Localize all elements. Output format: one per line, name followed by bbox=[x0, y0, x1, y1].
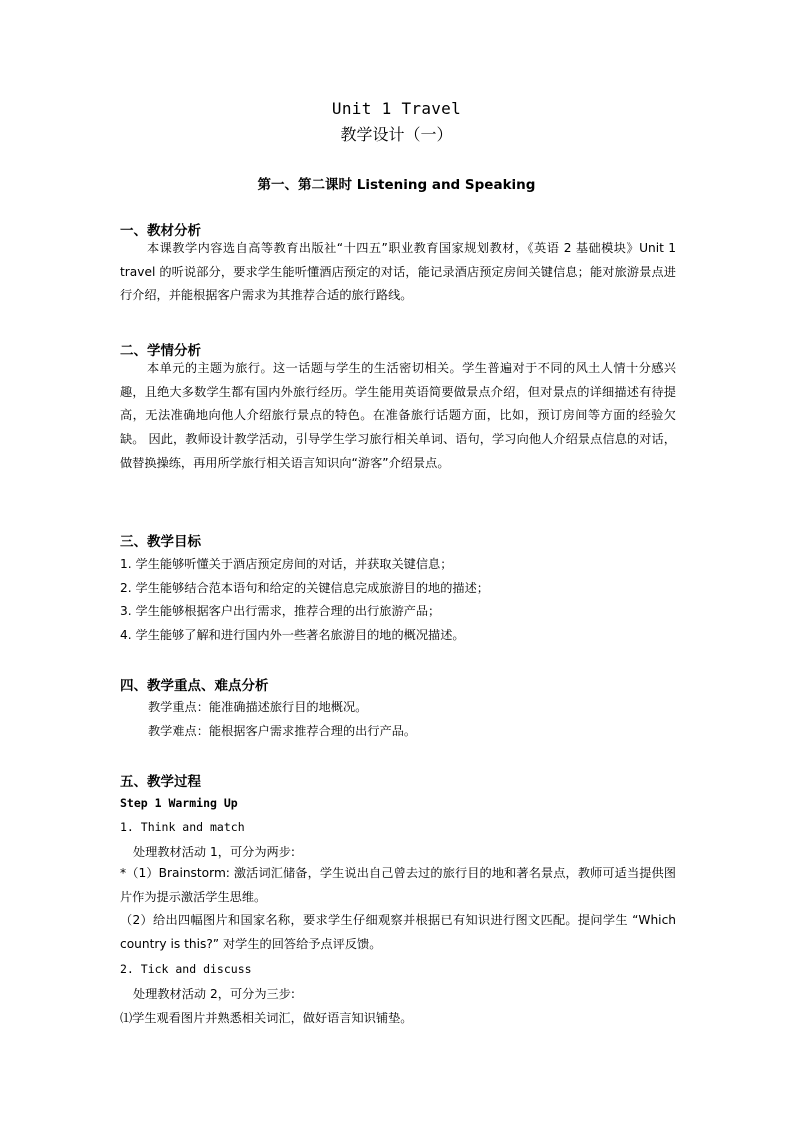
activity-intro: 处理教材活动 1，可分为两步: bbox=[133, 845, 295, 859]
activity-title: 2. Tick and discuss bbox=[120, 962, 252, 976]
step-heading: Step 1 Warming Up bbox=[120, 796, 238, 810]
activity-intro: 处理教材活动 2，可分为三步: bbox=[133, 987, 295, 1001]
lesson-title: 第一、第二课时 Listening and Speaking bbox=[257, 177, 536, 193]
activity-step-paragraph: *（1）Brainstorm: 激活词汇储备，学生说出自己曾去过的旅行目的地和著名景点，教师可适当提供图片作为提示激活学生思维。 bbox=[120, 866, 676, 904]
section-heading-learner-analysis: 二、学情分析 bbox=[120, 343, 201, 359]
activity-title: 1. Think and match bbox=[120, 820, 245, 834]
textbook-analysis-paragraph: 本课教学内容选自高等教育出版社“十四五”职业教育国家规划教材，《英语 2 基础模块》Unit 1 travel 的听说部分，要求学生能听懂酒店预定的对话，能记录酒店预定房间关键信息；能对旅游景点进行介绍，并能根据客户需求为其推荐合适的旅行路线。 bbox=[120, 241, 676, 303]
document-title: Unit 1 Travel bbox=[331, 99, 462, 118]
section-heading-key-difficult: 四、教学重点、难点分析 bbox=[120, 678, 269, 694]
document-subtitle: 教学设计（一） bbox=[340, 125, 453, 144]
key-point: 教学重点：能准确描述旅行目的地概况。 bbox=[148, 700, 368, 714]
section-heading-objectives: 三、教学目标 bbox=[120, 534, 201, 550]
objective-item: 1. 学生能够听懂关于酒店预定房间的对话，并获取关键信息； bbox=[120, 557, 453, 571]
activity-step-paragraph: （2）给出四幅图片和国家名称，要求学生仔细观察并根据已有知识进行图文匹配。提问学生 “Which country is this?” 对学生的回答给予点评反馈。 bbox=[120, 913, 676, 951]
activity-step-line: ⑴学生观看图片并熟悉相关词汇，做好语言知识铺垫。 bbox=[120, 1011, 413, 1025]
section-heading-process: 五、教学过程 bbox=[120, 774, 201, 790]
objective-item: 3. 学生能够根据客户出行需求，推荐合理的出行旅游产品； bbox=[120, 604, 441, 618]
difficult-point: 教学难点：能根据客户需求推荐合理的出行产品。 bbox=[148, 724, 417, 738]
learner-analysis-paragraph: 本单元的主题为旅行。这一话题与学生的生活密切相关。学生普遍对于不同的风土人情十分感兴趣，且绝大多数学生都有国内外旅行经历。学生能用英语简要做景点介绍，但对景点的详细描述有待提高，无法准确地向他人介绍旅行景点的特色。在准备旅行话题方面，比如，预订房间等方面的经验欠缺。 因此，教师设计教学活动，引导学生学习旅行相关单词、语句，学习向他人介绍景点信息的对话，做替换操练，再用所学旅行相关语言知识向“游客”介绍景点。 bbox=[120, 361, 676, 470]
objective-item: 2. 学生能够结合范本语句和给定的关键信息完成旅游目的地的描述； bbox=[120, 581, 489, 595]
section-heading-textbook-analysis: 一、教材分析 bbox=[120, 223, 201, 239]
objective-item: 4. 学生能够了解和进行国内外一些著名旅游目的地的概况描述。 bbox=[120, 628, 465, 642]
